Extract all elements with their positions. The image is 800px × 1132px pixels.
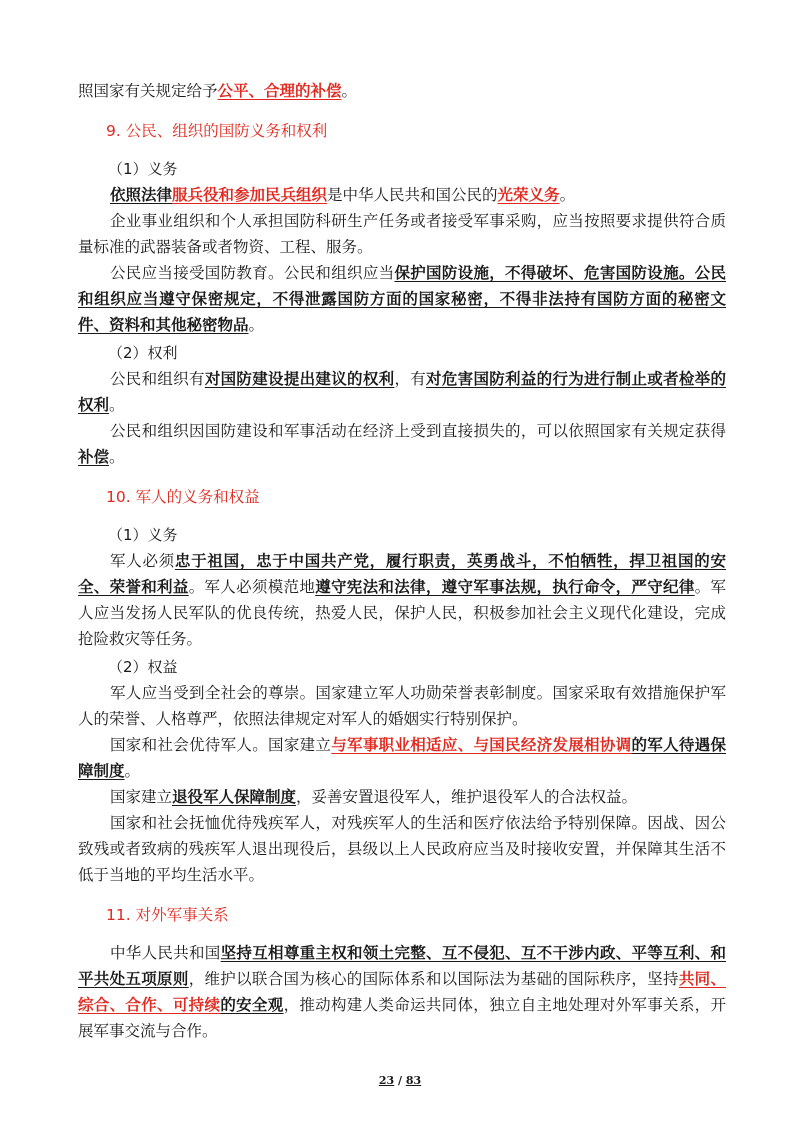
current-page-number: 23 xyxy=(378,1074,395,1087)
paragraph-10e: 国家和社会抚恤优待残疾军人，对残疾军人的生活和医疗依法给予特别保障。因战、因公致残或者致病的残疾军人退出现役后，县级以上人民政府应当及时接收安置，并保障其生活不低于当地的平均生活水平。 xyxy=(78,814,726,884)
paragraph-10d: 国家建立退役军人保障制度，妥善安置退役军人，维护退役军人的合法权益。 xyxy=(110,787,638,806)
page-content xyxy=(78,78,726,1044)
section-heading-9: 9. 公民、组织的国防义务和权利 xyxy=(106,122,328,140)
paragraph-10a: 军人必须忠于祖国，忠于中国共产党，履行职责，英勇战斗，不怕牺牲，捍卫祖国的安全、荣誉和利益。军人必须模范地遵守宪法和法律，遵守军事法规，执行命令，严守纪律。军人应当发扬人民军队的优良传统，热爱人民，保护人民，积极参加社会主义现代化建设，完成抢险救灾等任务。 xyxy=(78,551,726,648)
paragraph-10c: 国家和社会优待军人。国家建立与军事职业相适应、与国民经济发展相协调的军人待遇保障制度。 xyxy=(78,735,726,780)
subheading-10-duties: （1）义务 xyxy=(108,526,178,544)
section-heading-10: 10. 军人的义务和权益 xyxy=(106,488,260,506)
paragraph-top: 照国家有关规定给予公平、合理的补偿。 xyxy=(78,81,358,100)
paragraph-9a: 依照法律服兵役和参加民兵组织是中华人民共和国公民的光荣义务。 xyxy=(110,185,576,204)
highlight-fair-compensation: 公平、合理的补偿 xyxy=(217,81,342,100)
subheading-10-rights: （2）权益 xyxy=(108,658,178,676)
paragraph-9d: 公民和组织有对国防建设提出建议的权利，有对危害国防利益的行为进行制止或者检举的权利。 xyxy=(78,369,726,414)
total-page-number: 83 xyxy=(405,1074,422,1087)
paragraph-9c: 公民应当接受国防教育。公民和组织应当保护国防设施，不得破坏、危害国防设施。公民和组织应当遵守保密规定，不得泄露国防方面的国家秘密，不得非法持有国防方面的秘密文件、资料和其他秘密物品。 xyxy=(78,263,726,334)
page-number: 23 / 83 xyxy=(378,1074,422,1087)
paragraph-11: 中华人民共和国坚持互相尊重主权和领土完整、互不侵犯、互不干涉内政、平等互利、和平共处五项原则，维护以联合国为核心的国际体系和以国际法为基础的国际秩序，坚持共同、综合、合作、可持续的安全观，推动构建人类命运共同体，独立自主地处理对外军事关系，开展军事交流与合作。 xyxy=(78,943,726,1040)
paragraph-10b: 军人应当受到全社会的尊崇。国家建立军人功勋荣誉表彰制度。国家采取有效措施保护军人的荣誉、人格尊严，依照法律规定对军人的婚姻实行特别保护。 xyxy=(78,684,726,728)
paragraph-9e: 公民和组织因国防建设和军事活动在经济上受到直接损失的，可以依照国家有关规定获得补偿。 xyxy=(78,422,726,466)
paragraph-9b: 企业事业组织和个人承担国防科研生产任务或者接受军事采购，应当按照要求提供符合质量标准的武器装备或者物资、工程、服务。 xyxy=(78,212,726,256)
subheading-9-rights: （2）权利 xyxy=(108,344,178,362)
subheading-9-duties: （1）义务 xyxy=(108,160,178,178)
section-heading-11: 11. 对外军事关系 xyxy=(106,906,229,924)
